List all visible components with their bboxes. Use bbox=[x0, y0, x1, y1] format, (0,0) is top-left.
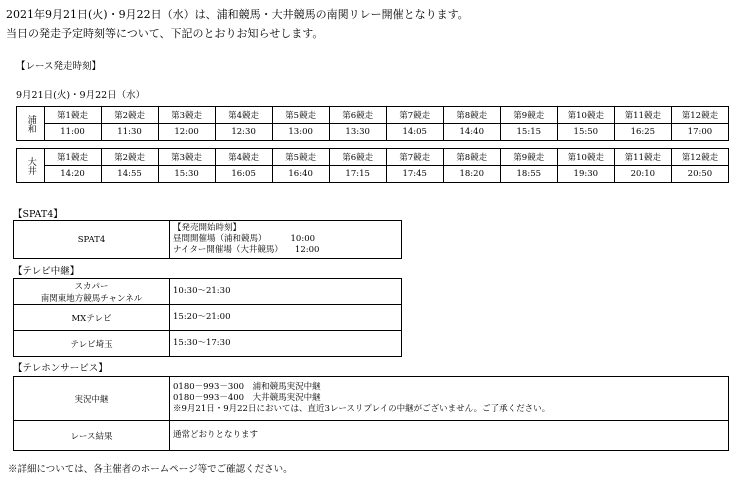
race-number: 第3競走 bbox=[158, 107, 215, 124]
race-number: 第4競走 bbox=[215, 107, 272, 124]
spat4-day-venue: 昼間開催場（浦和競馬） bbox=[173, 234, 267, 244]
spat4-sale-times bbox=[170, 221, 402, 259]
tv-table bbox=[13, 278, 402, 357]
race-number: 第9競走 bbox=[500, 149, 557, 166]
race-number: 第2競走 bbox=[101, 149, 158, 166]
race-time: 16:25 bbox=[614, 124, 671, 141]
spat4-night-venue: ナイター開催場（大井競馬） bbox=[173, 245, 283, 255]
live-line-2: 0180－993－400 大井競馬実況中継 bbox=[173, 393, 321, 403]
tv-time: 10:30～21:30 bbox=[170, 279, 402, 305]
race-number: 第12競走 bbox=[671, 149, 728, 166]
race-number: 第8競走 bbox=[443, 107, 500, 124]
race-number: 第1競走 bbox=[44, 107, 101, 124]
race-number: 第11競走 bbox=[614, 149, 671, 166]
race-time: 17:15 bbox=[329, 166, 386, 183]
spat4-sale-title: 【発売開始時刻】 bbox=[173, 223, 242, 233]
race-time: 15:50 bbox=[557, 124, 614, 141]
race-schedule-date: 9月21日(火)・9月22日（水） bbox=[16, 90, 146, 101]
tv-channel bbox=[14, 279, 170, 305]
race-number: 第2競走 bbox=[101, 107, 158, 124]
tv-channel-subname: 南関東地方競馬チャンネル bbox=[40, 293, 143, 304]
race-time: 14:05 bbox=[386, 124, 443, 141]
race-time: 17:45 bbox=[386, 166, 443, 183]
telephone-table bbox=[13, 376, 729, 451]
spat4-label: SPAT4 bbox=[14, 221, 170, 259]
race-time: 15:30 bbox=[158, 166, 215, 183]
race-number: 第11競走 bbox=[614, 107, 671, 124]
race-number: 第10競走 bbox=[557, 107, 614, 124]
race-time: 13:00 bbox=[272, 124, 329, 141]
race-time: 20:10 bbox=[614, 166, 671, 183]
race-time: 12:30 bbox=[215, 124, 272, 141]
spacer bbox=[17, 141, 729, 149]
tv-channel-name: スカパー bbox=[74, 281, 109, 292]
live-line-1: 0180－993－300 浦和競馬実況中継 bbox=[173, 382, 321, 392]
telephone-heading: 【テレホンサービス】 bbox=[13, 363, 108, 374]
race-number: 第7競走 bbox=[386, 107, 443, 124]
live-label: 実況中継 bbox=[14, 377, 170, 421]
tv-time: 15:20～21:00 bbox=[170, 305, 402, 331]
race-number: 第12競走 bbox=[671, 107, 728, 124]
race-schedule-table bbox=[16, 106, 729, 183]
race-number: 第3競走 bbox=[158, 149, 215, 166]
live-line-3: ※9月21日・9月22日においては、直近3レースリプレイの中継がございません。ご了承ください。 bbox=[173, 404, 551, 414]
results-label: レース結果 bbox=[14, 421, 170, 451]
race-number: 第9競走 bbox=[500, 107, 557, 124]
tv-channel-name: テレビ埼玉 bbox=[70, 339, 113, 350]
race-number: 第6競走 bbox=[329, 149, 386, 166]
race-time: 20:50 bbox=[671, 166, 728, 183]
spat4-day-time: 10:00 bbox=[290, 234, 316, 244]
spat4-heading: 【SPAT4】 bbox=[13, 209, 63, 220]
race-number: 第5競走 bbox=[272, 149, 329, 166]
race-number: 第10競走 bbox=[557, 149, 614, 166]
tv-heading: 【テレビ中継】 bbox=[13, 266, 80, 277]
tv-channel bbox=[14, 305, 170, 331]
tv-channel bbox=[14, 331, 170, 357]
race-time: 14:40 bbox=[443, 124, 500, 141]
race-number: 第1競走 bbox=[44, 149, 101, 166]
tv-channel-name: MXテレビ bbox=[71, 313, 112, 324]
race-time: 14:55 bbox=[101, 166, 158, 183]
race-time: 14:20 bbox=[44, 166, 101, 183]
race-time: 11:30 bbox=[101, 124, 158, 141]
live-info bbox=[170, 377, 729, 421]
venue-name: 大井 bbox=[17, 149, 45, 183]
footnote: ※詳細については、各主催者のホームページ等でご確認ください。 bbox=[8, 464, 293, 475]
race-time: 15:15 bbox=[500, 124, 557, 141]
race-time: 13:30 bbox=[329, 124, 386, 141]
race-time: 19:30 bbox=[557, 166, 614, 183]
tv-time: 15:30～17:30 bbox=[170, 331, 402, 357]
race-time: 16:40 bbox=[272, 166, 329, 183]
venue-name: 浦和 bbox=[17, 107, 45, 141]
spat4-table bbox=[13, 220, 402, 259]
race-number: 第5競走 bbox=[272, 107, 329, 124]
race-number: 第6競走 bbox=[329, 107, 386, 124]
race-time: 12:00 bbox=[158, 124, 215, 141]
race-number: 第8競走 bbox=[443, 149, 500, 166]
race-number: 第4競走 bbox=[215, 149, 272, 166]
race-time: 11:00 bbox=[44, 124, 101, 141]
intro-line-1: 2021年9月21日(火)・9月22日（水）は、浦和競馬・大井競馬の南関リレー開催となります。 bbox=[6, 8, 469, 21]
race-time: 17:00 bbox=[671, 124, 728, 141]
race-number: 第7競走 bbox=[386, 149, 443, 166]
race-time: 16:05 bbox=[215, 166, 272, 183]
spat4-night-time: 12:00 bbox=[294, 245, 320, 255]
race-time: 18:20 bbox=[443, 166, 500, 183]
results-value: 通常どおりとなります bbox=[170, 421, 729, 451]
intro-line-2: 当日の発走予定時刻等について、下記のとおりお知らせします。 bbox=[6, 27, 324, 40]
race-schedule-heading: 【レース発走時刻】 bbox=[16, 61, 102, 72]
race-time: 18:55 bbox=[500, 166, 557, 183]
